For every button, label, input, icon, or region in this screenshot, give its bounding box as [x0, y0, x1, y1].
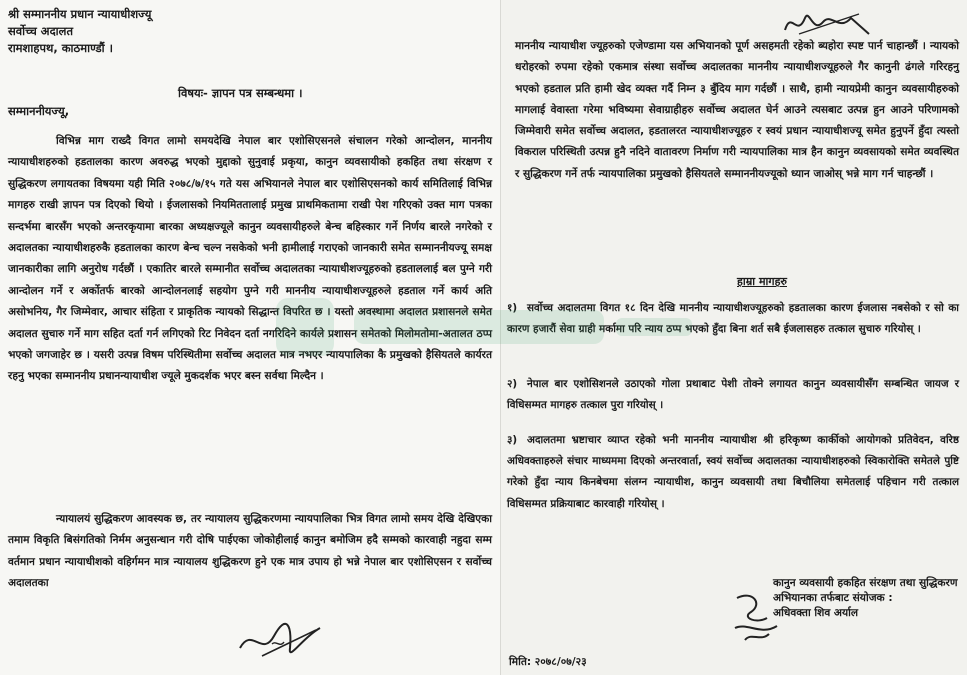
demand-text: सर्वोच्च अदालतमा विगत १८ दिन देखि माननीय न्यायाधीशज्यूहरुको हडतालका कारण ईजलास नबसेको र सो का कारण हजारौं सेवा ग्राही मर्कामा परि न्याय ठप्प भएको हुँदा बिना शर्त सबै ईजलासहरु तत्काल सुचारु गरियोस् ।	[507, 302, 959, 336]
recipient-address	[8, 6, 151, 57]
demand-item	[507, 430, 959, 515]
salutation: सम्माननीयज्यू,	[8, 104, 70, 118]
recipient-line: सर्वोच्च अदालत	[8, 24, 74, 38]
demand-number: १)	[507, 302, 518, 314]
signatory-name: अधिवक्ता शिव अर्याल	[773, 607, 859, 619]
recipient-line: रामशाहपथ, काठमाण्डौं ।	[8, 41, 114, 55]
demands-heading: हाम्रा मागहरु	[737, 275, 787, 288]
demand-number: २)	[507, 378, 518, 390]
demand-text: नेपाल बार एशोसिशनले उठाएको गोला प्रथाबाट पेशी तोक्ने लगायत कानुन व्यवसायीसँग सम्बन्धित जायज र विधिसम्मत मागहरु तत्काल पुरा गरियोस् ।	[507, 378, 959, 412]
letter-subject: विषयः- ज्ञापन पत्र सम्बन्धमा ।	[178, 86, 303, 100]
demand-item	[507, 298, 959, 340]
letter-date: मिति: २०७८/०७/२३	[509, 656, 587, 668]
signatory-title: कानुन व्यवसायी हकहित संरक्षण तथा सुद्धिकरण अभियानका तर्फबाट संयोजक :	[773, 577, 958, 604]
body-paragraph-1: विभिन्न माग राख्दै विगत लामो समयदेखि नेपाल बार एशोसिएसनले संचालन गरेको आन्दोलन, माननीय न्यायाधीशहरुको हडतालका कारण अवरुद्ध भएको मुद्दाको सुनुवाई प्रकृया, कानुन व्यवसायीको हकहित तथा संरक्षण र सुद्धिकरण लगायतका विषयमा यही मिति २०७८/७/१५ गते यस अभियानले नेपाल बार एशोसिएसनको कार्य समितिलाई विभिन्न मागहरु राखी ज्ञापन पत्र दिएको थियो । ईजलासको नियमिततालाई प्रमुख प्राथमिकतामा राखी पेश गरिएको उक्त माग पत्रका सन्दर्भमा बारसँग भएको अन्तरकृयामा बारका अध्यक्षज्यूले कानुन व्यवसायीहरुले बेन्च बहिस्कार गर्ने निर्णय बारले नगरेको र अदालतका न्यायाधीशहरुकै हडतालका कारण बेन्च चल्न नसकेको भनी हामीलाई गराएको जानकारी समेत सम्माननीयज्यू समक्ष जानकारीका लागि अनुरोध गर्दछौं । एकातिर बारले सम्मानीत सर्वोच्च अदालतका न्यायाधीशज्यूहरुको हडताललाई बल पुग्ने गरी आन्दोलन गर्ने र अर्कोतर्फ बारको आन्दोलनलाई सहयोग पुग्ने गरी माननीय न्यायाधीशज्यूहरुले हडताल गर्ने कार्य अति असोभनिय, गैर जिम्मेवार, आचार संहिता र प्राकृतिक न्यायको सिद्धान्त विपरित छ । यस्तो अवस्थामा अदालत प्रशासनले समेत अदालत सुचारु गर्ने माग सहित दर्ता गर्न लगिएको रिट निवेदन दर्ता नगरिदिने कार्यले प्रशासन समेतको मिलोमतोमा-अतालत ठप्प भएको जगजाहेर छ । यसरी उत्पन्न विषम परिस्थितीमा सर्वोच्च अदालत मात्र नभएर न्यायपालिका कै प्रमुखको हैसियतले कार्यरत रहनु भएका सम्माननीय प्रधानन्यायाधीश ज्यूले मुकदर्शक भएर बस्न सर्वथा मिल्दैन ।	[8, 135, 492, 383]
letter-page-2	[501, 0, 967, 675]
handwritten-signature-bottom	[232, 618, 332, 666]
continuation-paragraph: माननीय न्यायाधीश ज्यूहरुको एजेण्डामा यस अभियानको पूर्ण असहमती रहेको ब्यहोरा स्पष्ट पार्न चाहान्छौं । न्यायको धरोहरको रुपमा रहेको एकमात्र संस्था सर्वोच्च अदालतका माननीय न्यायाधीशज्यूहरुले गैर कानुनी ढंगले गरिरहनु भएको हडताल प्रति हामी खेद व्यक्त गर्दै निम्न ३ बुँदिय माग गर्दछौं । साथै, हामी न्यायप्रेमी कानुन व्यवसायीहरुको मागलाई वेवास्ता गरेमा भविष्यमा सेवाग्राहीहरु सर्वोच्च अदालत घेर्न आउने त्यसबाट उत्पन्न हुन आउने परिणामको जिम्मेवारी समेत सर्वोच्च अदालत, हडतालरत न्यायाधीशज्यूहरु र स्वयं प्रधान न्यायाधीशज्यू समेत हुनुपर्ने हुँदा त्यस्तो विकराल परिस्थिती उत्पन्न हुनै नदिने वातावरण निर्माण गरी न्यायपालिका मात्र हैन कानुन व्यवसायको समेत व्यवस्थित र सुद्धिकरण गर्ने तर्फ न्यायपालिका प्रमुखको हैसियतले सम्माननीयज्यूको ध्यान जाओस् भन्ने माग गर्न चाहन्छौं ।	[515, 40, 959, 180]
recipient-line: श्री सम्माननीय प्रधान न्यायाधीशज्यू	[8, 7, 152, 21]
demand-text: अदालतमा भ्रष्टाचार व्याप्त रहेको भनी माननीय न्यायाधीश श्री हरिकृष्ण कार्कीको आयोगको प्रतिवेदन, वरिष्ठ अधिवक्ताहरुले संचार माध्यममा दिएको अन्तरवार्ता, स्वयं सर्वोच्च अदालतका न्यायाधीशहरुको स्विकारोक्ति समेतले पुष्टि गरेको हुँदा न्याय किनबेचमा संलग्न न्यायाधीश, कानुन व्यवसायी तथा बिचौलिया समेतलाई पहिचान गरी तत्काल विधिसम्मत प्रक्रियाबाट कारवाही गरियोस् ।	[507, 434, 959, 510]
body-paragraph-2: न्यायालयं सुद्धिकरण आवस्यक छ, तर न्यायालय सुद्धिकरणमा न्यायपालिका भित्र विगत लामो समय देखि देखिएका तमाम विकृति बिसंगतिको निर्मम अनुसन्धान गरी दोषि पाईएका जोकोहीलाई कानुन बमोजिम हदै सम्मको कारवाही नहुदा सम्म वर्तमान प्रधान न्यायाधीशको वहिर्गमन मात्र न्यायालय शुद्धिकरण हुने एक मात्र उपाय हो भन्ने नेपाल बार एशोसिएसन र सर्वोच्च अदालतका	[8, 513, 492, 590]
signatory-block	[773, 576, 963, 621]
demand-item	[507, 374, 959, 416]
demand-number: ३)	[507, 434, 518, 446]
